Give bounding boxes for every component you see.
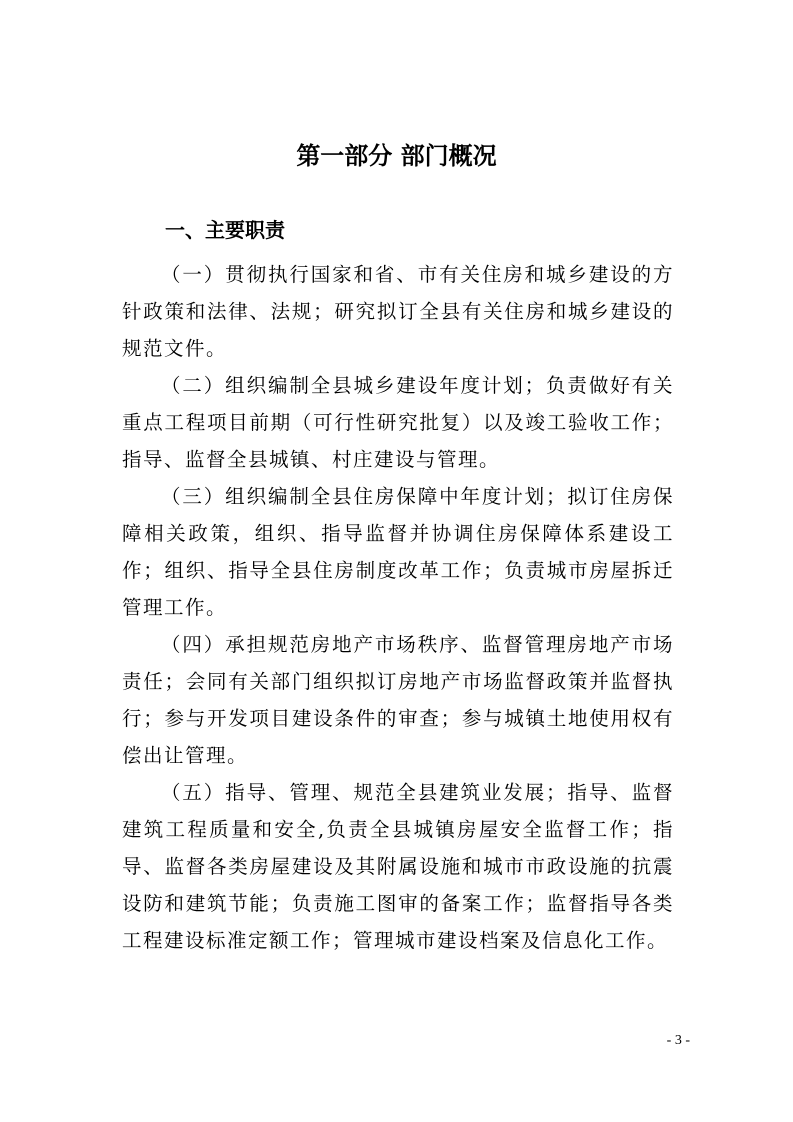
paragraph-3: （三）组织编制全县住房保障中年度计划；拟订住房保障相关政策，组织、指导监督并协调住房保障体系建设工作；组织、指导全县住房制度改革工作；负责城市房屋拆迁管理工作。: [122, 485, 674, 619]
paragraph-4: （四）承担规范房地产市场秩序、监督管理房地产市场责任；会同有关部门组织拟订房地产市场监督政策并监督执行；参与开发项目建设条件的审查；参与城镇土地使用权有偿出让管理。: [122, 633, 674, 767]
section-heading: 一、主要职责: [165, 218, 285, 242]
page-number: - 3 -: [666, 1033, 690, 1048]
paragraph-5: （五）指导、管理、规范全县建筑业发展；指导、监督建筑工程质量和安全,负责全县城镇房屋安全监督工作；指导、监督各类房屋建设及其附属设施和城市市政设施的抗震设防和建筑节能；负责施工图审的备案工作；监督指导各类工程建设标准定额工作；管理城市建设档案及信息化工作。: [122, 781, 674, 952]
document-body: [122, 256, 674, 959]
page-title: 第一部分 部门概况: [296, 142, 497, 170]
paragraph-1: （一）贯彻执行国家和省、市有关住房和城乡建设的方针政策和法律、法规；研究拟订全县有关住房和城乡建设的规范文件。: [122, 263, 674, 360]
paragraph-2: （二）组织编制全县城乡建设年度计划；负责做好有关重点工程项目前期（可行性研究批复）以及竣工验收工作；指导、监督全县城镇、村庄建设与管理。: [122, 374, 674, 471]
